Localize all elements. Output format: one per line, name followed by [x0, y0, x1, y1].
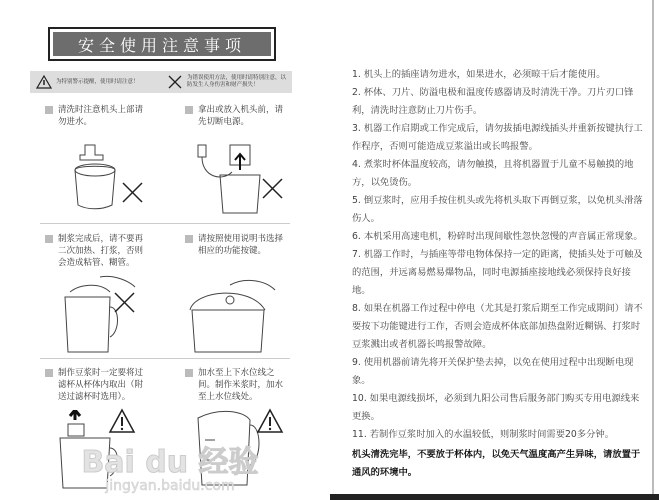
watermark-brand: Bai du 经验 — [81, 445, 259, 480]
section-1 — [45, 104, 155, 128]
closing-note: 机头清洗完毕，不要放于杯体内，以免天气温度高产生异味，请放置于通风的环境中。 — [352, 449, 641, 478]
page-border — [652, 0, 654, 500]
section-5 — [45, 367, 155, 403]
title-box — [48, 27, 276, 61]
section-4 — [185, 233, 295, 257]
legend-prohibit-text: 为错误使用方法，使用时请特别注意，以防发生人身伤害和财产损失！ — [187, 75, 287, 88]
page-border-bottom — [330, 494, 659, 500]
section-text: 拿出或放入机头前，请先切断电源。 — [198, 105, 284, 127]
section-text: 清洗时注意机头上部请勿进水。 — [58, 105, 144, 127]
note-item: 2. 杯体、刀片、防溢电极和温度传感器请及时清洗干净。刀片刃口锋利，清洗时注意防止刀片伤手。 — [352, 87, 634, 116]
safety-notes — [352, 66, 644, 482]
note-item: 6. 本机采用高速电机，粉碎时出现间歇性忽快忽慢的声音属正常现象。 — [352, 231, 643, 242]
note-item: 10. 如果电源线损坏，必须到九阳公司售后服务部门购买专用电源线来更换。 — [352, 393, 640, 422]
note-item: 7. 机器工作时，与插座等带电物体保持一定的距离，使插头处于可触及的范围，并远离易燃易爆物品，同时电源插座接地线必须保持良好接地。 — [352, 249, 643, 296]
divider — [40, 223, 290, 224]
cross-icon — [120, 180, 145, 205]
warning-icon — [108, 408, 136, 434]
warning-icon — [36, 75, 52, 89]
legend-prohibit — [161, 75, 292, 89]
section-text: 制作豆浆时一定要将过滤杯从杯体内取出（附送过滤杯时选用）。 — [58, 368, 144, 402]
section-3 — [45, 233, 155, 269]
section-text: 加水至上下水位线之间。制作米浆时，加水至上水位线处。 — [198, 368, 284, 402]
watermark-url: jingyan.baidu.com — [105, 478, 235, 494]
note-item: 4. 煮浆时杯体温度较高，请勿触摸，且将机器置于儿童不易触摸的地方，以免烫伤。 — [352, 159, 634, 188]
note-item: 5. 倒豆浆时，应用手按住机头或先将机头取下再倒豆浆，以免机头滑落伤人。 — [352, 195, 643, 224]
baidu-watermark — [60, 446, 280, 494]
press-button-illustration — [180, 270, 280, 355]
note-item: 3. 机器工作启期或工作完成后，请勿拔插电源线插头并重新按键执行工作程序，否则可能造成豆浆溢出或长鸣报警。 — [352, 123, 643, 152]
divider — [40, 358, 290, 359]
cross-icon — [167, 75, 183, 89]
note-item: 8. 如果在机器工作过程中停电（尤其是打浆后期至工作完成期间）请不要按下功能键进行工作，否则会造成杯体底部加热盘附近糊锅、打浆时豆浆溅出或者机器长鸣报警故障。 — [352, 303, 643, 350]
legend-warning-text: 为特别警示提醒，使用时请注意！ — [56, 78, 139, 85]
page-title: 安全使用注意事项 — [53, 32, 271, 56]
section-text: 请按照使用说明书选择相应的功能按键。 — [198, 234, 284, 256]
warning-icon — [256, 408, 284, 434]
legend-warning — [30, 75, 161, 89]
note-item: 11. 若制作豆浆时加入的水温较低，则制浆时间需要20多分钟。 — [352, 429, 614, 440]
section-2 — [185, 104, 295, 128]
note-item: 1. 机头上的插座请勿进水，如果进水，必须晾干后才能使用。 — [352, 69, 606, 80]
cross-icon — [260, 176, 285, 201]
cross-icon — [112, 290, 137, 315]
note-item: 9. 使用机器前请先将开关保护垫去掉，以免在使用过程中出现断电现象。 — [352, 357, 634, 386]
legend-bar — [30, 71, 292, 93]
section-6 — [185, 367, 295, 403]
section-text: 制浆完成后，请不要再二次加热、打浆，否则会造成粘管、糊管。 — [58, 234, 144, 268]
